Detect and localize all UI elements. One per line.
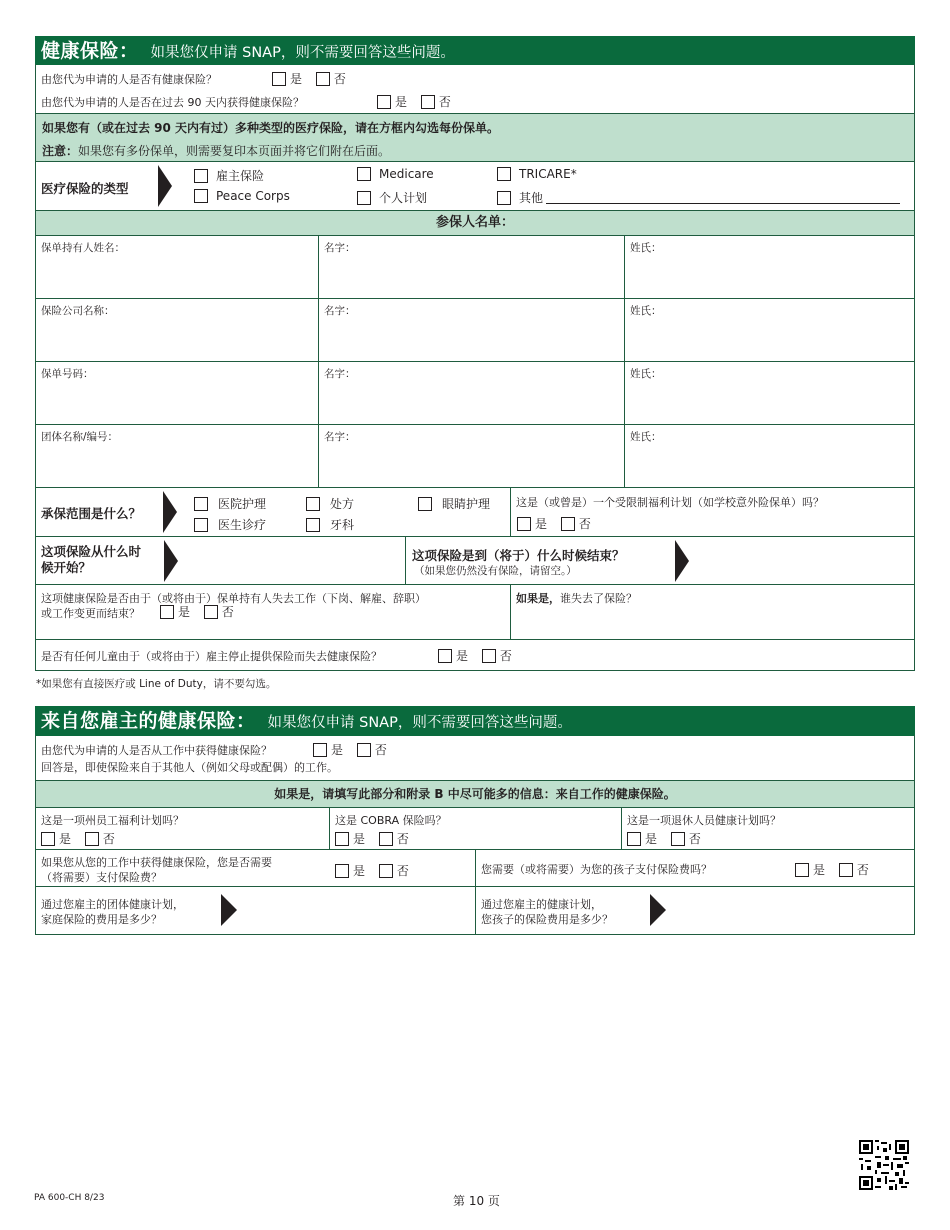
yes-label: 是 [395, 95, 408, 109]
who-lost-question: 谁失去了保险？ [560, 592, 637, 605]
first-name-cell[interactable] [318, 235, 625, 299]
coverage-doctor-label: 医生诊疗 [218, 518, 267, 532]
arrow-right-icon [164, 540, 178, 582]
employer-section-header [35, 706, 915, 736]
note-label: 注意： [42, 144, 79, 158]
no-label: 否 [438, 95, 451, 109]
employer-section-title: 来自您雇主的健康保险： [41, 710, 256, 732]
group-number-label: 团体名称/编号： [41, 431, 119, 443]
type-medicare-label: Medicare [379, 167, 434, 181]
state-plan-no-checkbox[interactable] [85, 832, 99, 846]
start-date-label: 这项保险从什么时候开始？ [41, 544, 142, 575]
last-name-label: 姓氏： [630, 305, 662, 317]
type-tricare-label: TRICARE* [519, 167, 577, 181]
first-name-cell[interactable] [318, 298, 625, 362]
pay-premium-no-checkbox[interactable] [379, 864, 393, 878]
child-cost-input[interactable] [672, 892, 908, 930]
last-name-cell[interactable] [624, 298, 915, 362]
note-text: 如果您有多份保单，则需要复印本页面并将它们附在后面。 [78, 144, 391, 158]
has-insurance-yes-checkbox[interactable] [272, 72, 286, 86]
no-label: 否 [688, 832, 701, 846]
past-90-days-no-checkbox[interactable] [421, 95, 435, 109]
type-other-input-line[interactable] [546, 203, 900, 204]
state-plan-yes-checkbox[interactable] [41, 832, 55, 846]
start-date-input[interactable] [184, 542, 399, 580]
first-name-label: 名字： [324, 305, 356, 317]
coverage-doctor-checkbox[interactable] [194, 518, 208, 532]
last-name-cell[interactable] [624, 424, 915, 488]
yes-label: 是 [353, 864, 366, 878]
policyholder-name-cell[interactable] [35, 235, 319, 299]
end-date-label: 这项保险是到（将于）什么时候结束？ [412, 548, 625, 563]
health-section-header [35, 36, 915, 65]
job-insurance-yes-checkbox[interactable] [313, 743, 327, 757]
yes-label: 是 [59, 832, 72, 846]
arrow-right-icon [163, 491, 177, 533]
type-other-label: 其他 [519, 191, 544, 205]
yes-label: 是 [178, 605, 191, 619]
end-date-input[interactable] [696, 542, 908, 580]
arrow-right-icon [221, 894, 237, 926]
policy-number-label: 保单号码： [41, 368, 94, 380]
arrow-right-icon [675, 540, 689, 582]
type-peace-corps-checkbox[interactable] [194, 189, 208, 203]
no-label: 否 [221, 605, 234, 619]
limited-benefit-no-checkbox[interactable] [561, 517, 575, 531]
appendix-b-text: 如果是，请填写此部分和附录 B 中尽可能多的信息：来自工作的健康保险。 [274, 787, 676, 801]
yes-label: 是 [353, 832, 366, 846]
coverage-label: 承保范围是什么？ [41, 506, 142, 521]
pay-premium-yes-checkbox[interactable] [335, 864, 349, 878]
past-90-days-question: 由您代为申请的人是否在过去 90 天内获得健康保险？ [41, 96, 304, 109]
family-cost-input[interactable] [242, 892, 470, 930]
no-label: 否 [102, 832, 115, 846]
multi-policy-instruction: 如果您有（或在过去 90 天内有过）多种类型的医疗保险，请在方框内勾选每份保单。 [42, 121, 500, 135]
has-insurance-no-checkbox[interactable] [316, 72, 330, 86]
yes-label: 是 [813, 863, 826, 877]
end-date-note: （如果您仍然没有保险，请留空。） [414, 565, 577, 577]
coverage-hospital-label: 医院护理 [218, 497, 267, 511]
job-insurance-note: 回答是，即使保险来自于其他人（例如父母或配偶）的工作。 [41, 761, 338, 774]
type-employer-checkbox[interactable] [194, 169, 208, 183]
last-name-cell[interactable] [624, 361, 915, 425]
footnote: *如果您有直接医疗或 Line of Duty，请不要勾选。 [36, 678, 277, 690]
type-medicare-checkbox[interactable] [357, 167, 371, 181]
who-lost-input[interactable] [516, 606, 908, 636]
cobra-question: 这是 COBRA 保险吗？ [335, 814, 447, 827]
policyholder-name-label: 保单持有人姓名： [41, 242, 125, 254]
page-number: 第 10 页 [453, 1194, 500, 1208]
past-90-days-yes-checkbox[interactable] [377, 95, 391, 109]
job-loss-question-line1: 这项健康保险是否由于（或将由于）保单持有人失去工作（下岗、解雇、辞职） [41, 592, 426, 605]
state-plan-question: 这是一项州员工福利计划吗？ [41, 814, 184, 827]
last-name-label: 姓氏： [630, 242, 662, 254]
no-label: 否 [396, 864, 409, 878]
appendix-b-note [35, 780, 915, 808]
coverage-hospital-checkbox[interactable] [194, 497, 208, 511]
child-loss-no-checkbox[interactable] [482, 649, 496, 663]
coverage-vision-checkbox[interactable] [418, 497, 432, 511]
job-insurance-question: 由您代为申请的人是否从工作中获得健康保险？ [41, 744, 272, 757]
health-section-title: 健康保险： [41, 40, 139, 62]
no-label: 否 [374, 743, 387, 757]
coverage-prescription-label: 处方 [330, 497, 355, 511]
enrollee-list-title: 参保人名单： [435, 215, 514, 230]
family-cost-question-line1: 通过您雇主的团体健康计划， [41, 898, 184, 911]
yes-label: 是 [645, 832, 658, 846]
last-name-label: 姓氏： [630, 368, 662, 380]
type-peace-corps-label: Peace Corps [216, 189, 290, 203]
no-label: 否 [499, 649, 512, 663]
first-name-label: 名字： [324, 431, 356, 443]
if-yes-label: 如果是， [516, 592, 560, 605]
child-cost-question-line2: 您孩子的保险费用是多少？ [481, 913, 613, 926]
coverage-vision-label: 眼睛护理 [442, 497, 491, 511]
retiree-yes-checkbox[interactable] [627, 832, 641, 846]
child-premium-no-checkbox[interactable] [839, 863, 853, 877]
qr-code-icon [859, 1140, 909, 1190]
insurer-name-label: 保险公司名称： [41, 305, 115, 317]
limited-benefit-yes-checkbox[interactable] [517, 517, 531, 531]
enrollee-grid [35, 235, 915, 488]
coverage-prescription-checkbox[interactable] [306, 497, 320, 511]
type-employer-label: 雇主保险 [216, 169, 265, 183]
limited-benefit-question: 这是（或曾是）一个受限制福利计划（如学校意外险保单）吗？ [516, 496, 824, 509]
coverage-dental-checkbox[interactable] [306, 518, 320, 532]
first-name-label: 名字： [324, 242, 356, 254]
yes-label: 是 [331, 743, 344, 757]
type-other-checkbox[interactable] [497, 191, 511, 205]
no-label: 否 [856, 863, 869, 877]
coverage-dental-label: 牙科 [330, 518, 355, 532]
first-name-cell[interactable] [318, 361, 625, 425]
job-loss-no-checkbox[interactable] [204, 605, 218, 619]
child-loss-yes-checkbox[interactable] [438, 649, 452, 663]
last-name-cell[interactable] [624, 235, 915, 299]
type-individual-label: 个人计划 [379, 191, 428, 205]
child-premium-yes-checkbox[interactable] [795, 863, 809, 877]
pay-premium-question-line2: （将需要）支付保险费？ [41, 871, 162, 884]
first-name-cell[interactable] [318, 424, 625, 488]
child-premium-question: 您需要（或将需要）为您的孩子支付保险费吗？ [481, 863, 712, 876]
has-insurance-question: 由您代为申请的人是否有健康保险？ [41, 73, 217, 86]
no-label: 否 [396, 832, 409, 846]
job-insurance-no-checkbox[interactable] [357, 743, 371, 757]
yes-label: 是 [290, 72, 303, 86]
insurance-type-label: 医疗保险的类型 [41, 181, 129, 196]
type-individual-checkbox[interactable] [357, 191, 371, 205]
child-cost-question-line1: 通过您雇主的健康计划， [481, 898, 602, 911]
job-loss-question-line2: 或工作变更而结束？ [41, 607, 140, 620]
group-number-cell[interactable] [35, 424, 319, 488]
insurer-name-cell[interactable] [35, 298, 319, 362]
yes-label: 是 [456, 649, 469, 663]
cobra-yes-checkbox[interactable] [335, 832, 349, 846]
first-name-label: 名字： [324, 368, 356, 380]
family-cost-question-line2: 家庭保险的费用是多少？ [41, 913, 162, 926]
cobra-no-checkbox[interactable] [379, 832, 393, 846]
child-loss-question: 是否有任何儿童由于（或将由于）雇主停止提供保险而失去健康保险？ [41, 650, 382, 663]
no-label: 否 [333, 72, 346, 86]
form-id: PA 600-CH 8/23 [34, 1193, 105, 1203]
pay-premium-question-line1: 如果您从您的工作中获得健康保险，您是否需要 [41, 856, 272, 869]
arrow-right-icon [650, 894, 666, 926]
employer-section-subtitle: 如果您仅申请 SNAP，则不需要回答这些问题。 [267, 715, 572, 731]
retiree-no-checkbox[interactable] [671, 832, 685, 846]
multiple-policies-note [35, 113, 915, 162]
retiree-question: 这是一项退休人员健康计划吗？ [627, 814, 781, 827]
enrollee-list-header [35, 210, 915, 236]
yes-label: 是 [535, 517, 548, 531]
no-label: 否 [578, 517, 591, 531]
type-tricare-checkbox[interactable] [497, 167, 511, 181]
job-loss-yes-checkbox[interactable] [160, 605, 174, 619]
arrow-right-icon [158, 165, 172, 207]
health-section-subtitle: 如果您仅申请 SNAP，则不需要回答这些问题。 [150, 45, 455, 61]
last-name-label: 姓氏： [630, 431, 662, 443]
policy-number-cell[interactable] [35, 361, 319, 425]
